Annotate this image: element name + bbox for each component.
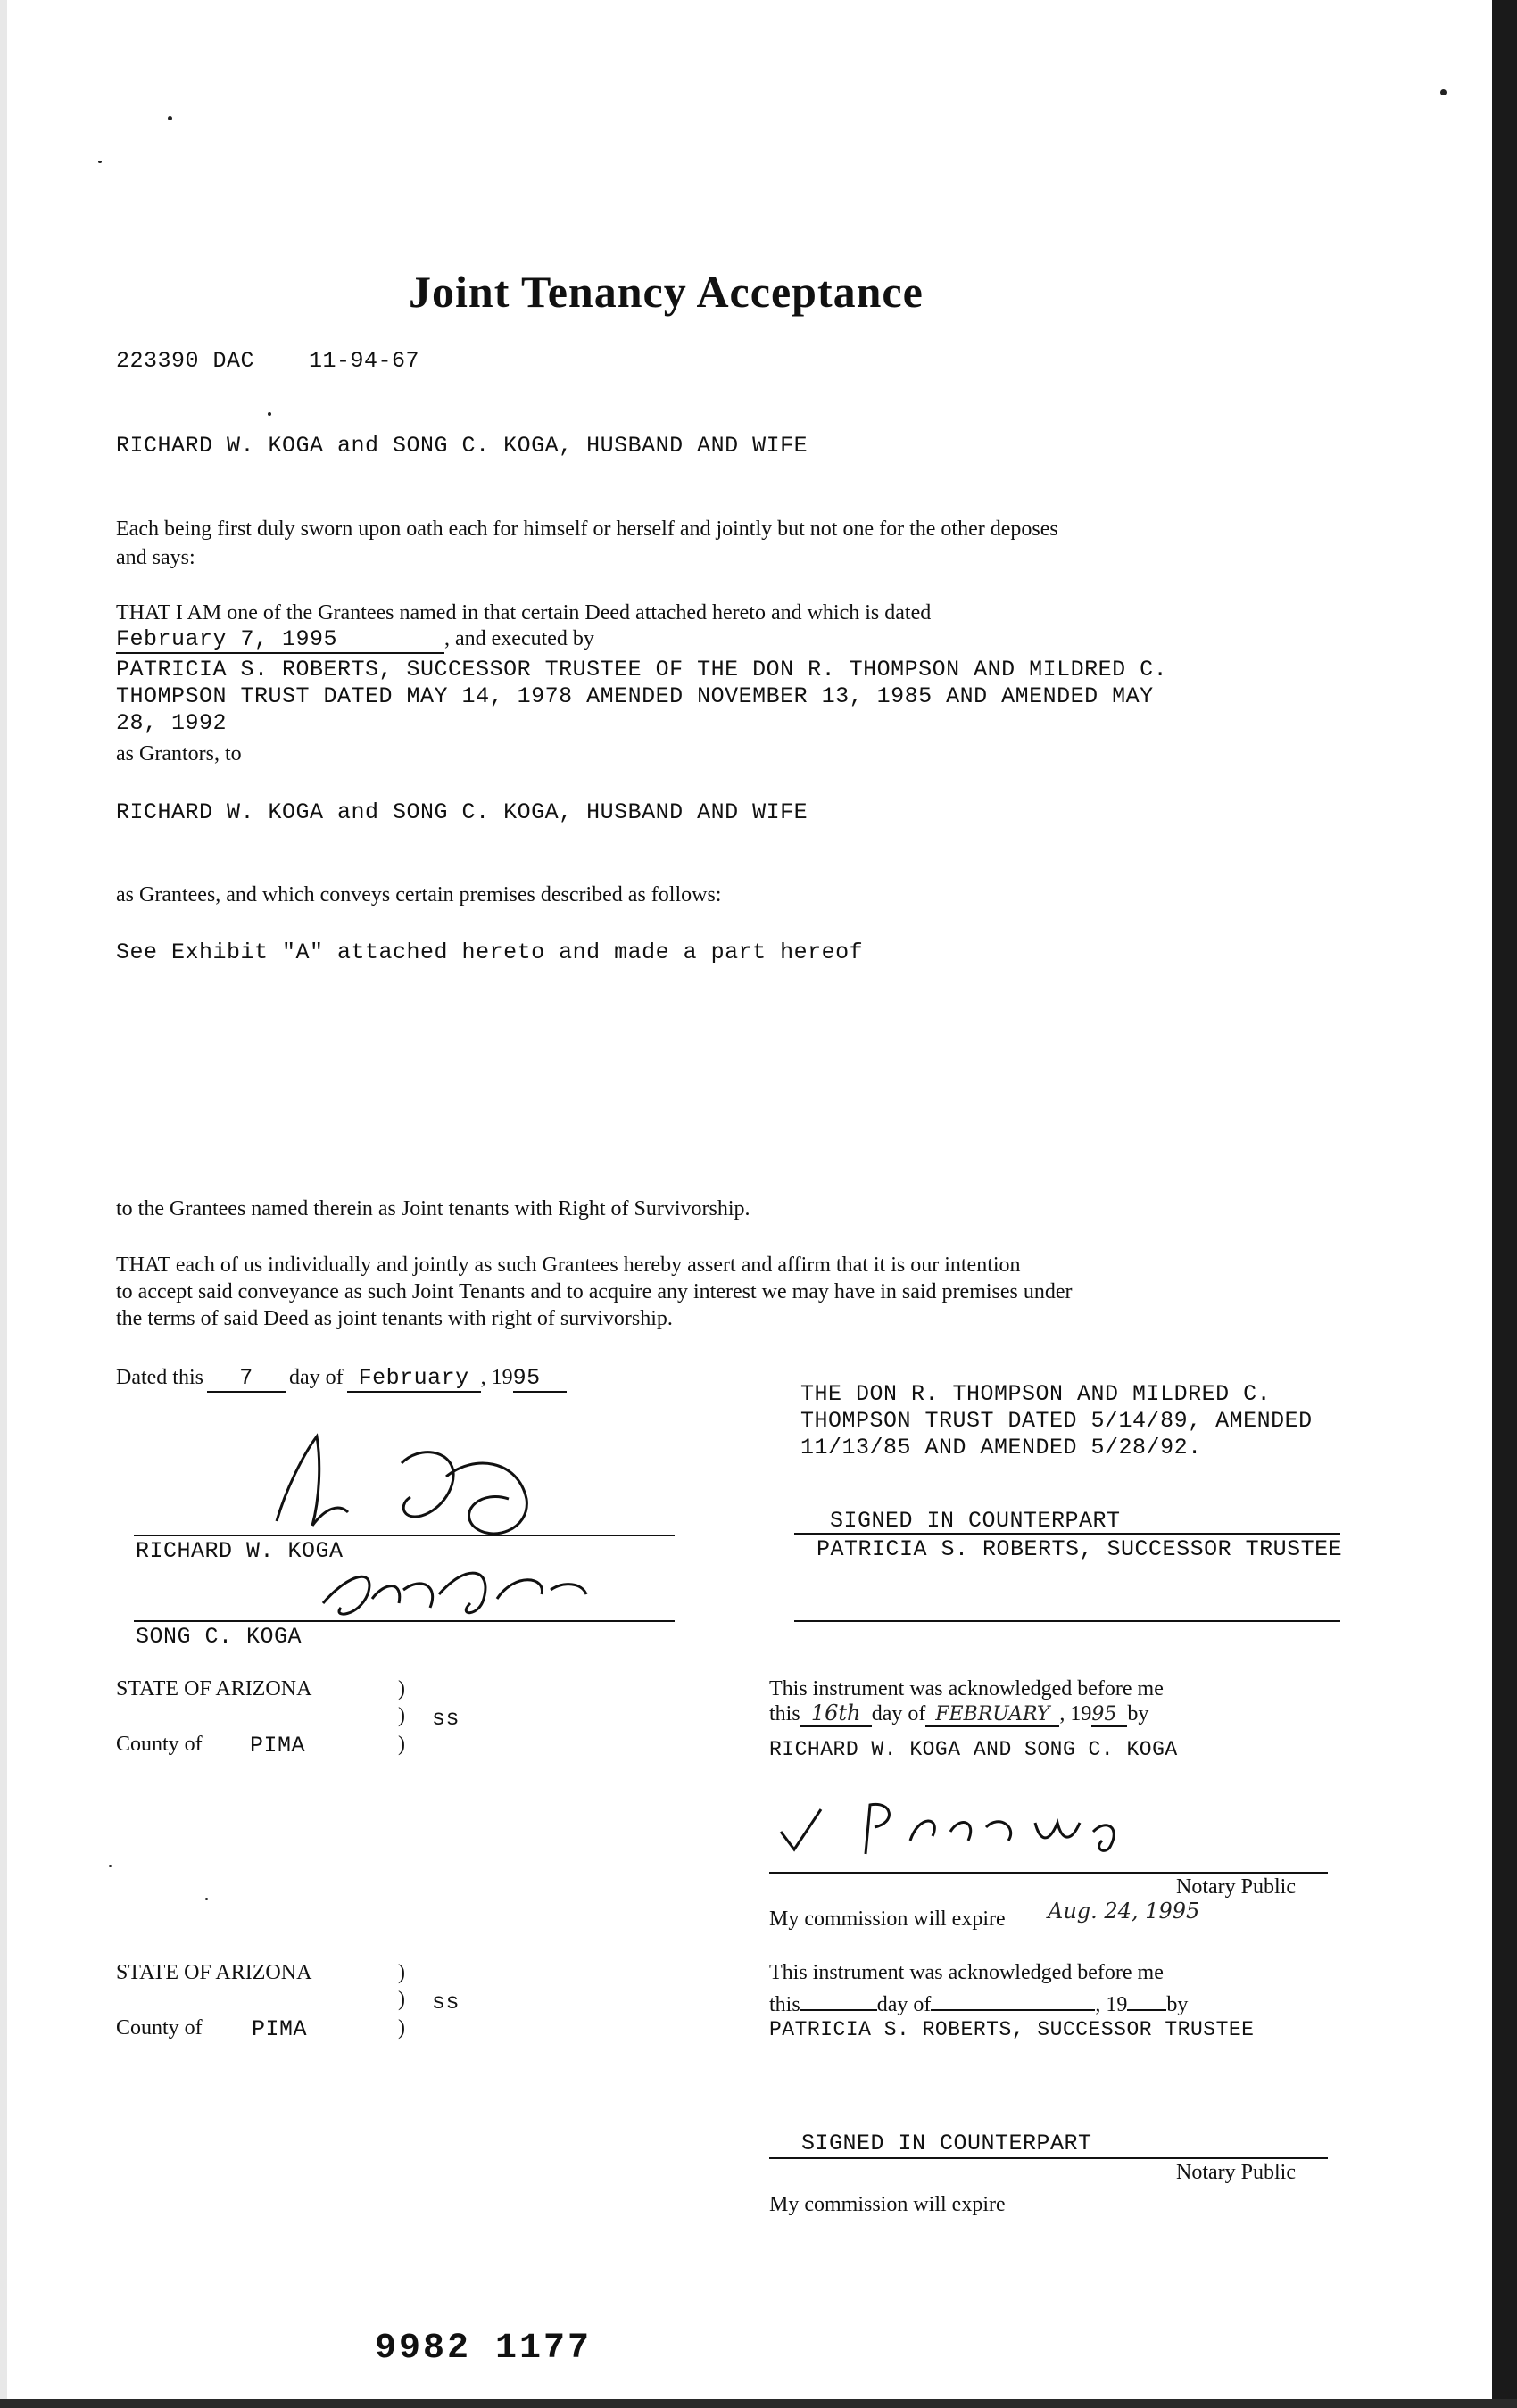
notary1-day-of: day of (871, 1702, 926, 1725)
dated-day-of: day of (288, 1366, 344, 1389)
trust-extra-signature-line (794, 1620, 1340, 1622)
notary2-year-blank (1127, 1990, 1166, 2011)
notary2-county: PIMA (252, 2016, 308, 2042)
signer-2-name: SONG C. KOGA (136, 1624, 303, 1650)
affirm-line-1: THAT each of us individually and jointly as such Grantees hereby assert and affirm that it is our intention (116, 1254, 1021, 1277)
deed-executed-by: , and executed by (444, 627, 594, 650)
doc-number: 223390 DAC (116, 348, 255, 374)
notary2-paren-2: ) (398, 1988, 405, 2011)
page-edge-left (0, 0, 7, 2408)
dated-prefix: Dated this (116, 1366, 203, 1389)
dated-year: 95 (513, 1365, 567, 1393)
notary1-month: FEBRUARY (925, 1703, 1059, 1727)
notary1-state: STATE OF ARIZONA (116, 1677, 312, 1700)
page-title: Joint Tenancy Acceptance (409, 267, 924, 317)
affirm-line-3: the terms of said Deed as joint tenants with right of survivorship. (116, 1307, 673, 1330)
scan-speck (1440, 89, 1447, 95)
dated-month: February (347, 1365, 481, 1393)
notary1-this: this (769, 1702, 800, 1725)
notary1-notary-public: Notary Public (1176, 1875, 1296, 1899)
scan-speck (268, 412, 271, 416)
trust-line-2: THOMPSON TRUST DATED 5/14/89, AMENDED (800, 1408, 1313, 1434)
notary1-signature (776, 1800, 1223, 1863)
notary1-names: RICHARD W. KOGA AND SONG C. KOGA (769, 1738, 1178, 1761)
signer-1-line (134, 1535, 675, 1536)
page-edge-bottom (0, 2399, 1517, 2408)
scan-speck (168, 116, 172, 120)
notary1-year-prefix: , 19 (1059, 1702, 1092, 1725)
notary2-day-of: day of (876, 1993, 932, 2016)
grantor-line-1: PATRICIA S. ROBERTS, SUCCESSOR TRUSTEE OF THE DON R. THOMPSON AND MILDRED C. (116, 657, 1168, 683)
dated-day: 7 (207, 1365, 286, 1393)
page-edge-right (1492, 0, 1517, 2408)
joint-tenants-statement: to the Grantees named therein as Joint tenants with Right of Survivorship. (116, 1197, 750, 1221)
notary2-state: STATE OF ARIZONA (116, 1961, 312, 1984)
notary2-signature-line (769, 2157, 1328, 2159)
notary2-ack-line: This instrument was acknowledged before me (769, 1961, 1164, 1984)
signature-richard-koga (250, 1427, 553, 1543)
notary1-commission-date: Aug. 24, 1995 (1048, 1899, 1200, 1924)
notary1-paren-3: ) (398, 1733, 405, 1756)
grantor-line-3: 28, 1992 (116, 710, 228, 736)
grantor-line-2: THOMPSON TRUST DATED MAY 14, 1978 AMENDED NOVEMBER 13, 1985 AND AMENDED MAY (116, 683, 1154, 709)
notary2-paren-3: ) (398, 2016, 405, 2040)
scan-speck (98, 161, 102, 163)
notary2-month-blank (931, 1990, 1095, 2011)
notary1-signature-line (769, 1872, 1328, 1874)
as-grantors: as Grantors, to (116, 742, 242, 765)
trust-line-1: THE DON R. THOMPSON AND MILDRED C. (800, 1381, 1272, 1407)
notary1-year: 95 (1091, 1703, 1127, 1727)
notary1-ss: ss (432, 1706, 460, 1732)
notary2-day-blank (800, 1990, 877, 2011)
notary1-ack-line: This instrument was acknowledged before me (769, 1677, 1164, 1700)
deed-intro: THAT I AM one of the Grantees named in that certain Deed attached hereto and which is dated (116, 601, 932, 625)
oath-line-2: and says: (116, 546, 195, 569)
premises-description: See Exhibit "A" attached hereto and made a part hereof (116, 939, 864, 965)
as-grantees: as Grantees, and which conveys certain premises described as follows: (116, 883, 722, 906)
scan-speck (109, 1865, 112, 1867)
notary2-county-label: County of (116, 2016, 203, 2040)
signer-2-line (134, 1620, 675, 1622)
trustee-signature-line (794, 1533, 1340, 1535)
notary2-ss: ss (432, 1990, 460, 2015)
deed-grantees: RICHARD W. KOGA and SONG C. KOGA, HUSBAND AND WIFE (116, 799, 808, 825)
trust-line-3: 11/13/85 AND AMENDED 5/28/92. (800, 1435, 1202, 1461)
notary2-this: this (769, 1993, 800, 2016)
notary2-names: PATRICIA S. ROBERTS, SUCCESSOR TRUSTEE (769, 2018, 1255, 2041)
oath-line-1: Each being first duly sworn upon oath each for himself or herself and jointly but not one for the other deposes (116, 517, 1058, 541)
notary2-signed-in-counterpart: SIGNED IN COUNTERPART (801, 2131, 1092, 2156)
notary2-year-prefix: , 19 (1095, 1993, 1128, 2016)
notary2-paren-1: ) (398, 1961, 405, 1984)
notary2-commission-label: My commission will expire (769, 2193, 1006, 2216)
notary1-paren-1: ) (398, 1677, 405, 1700)
grantees-header: RICHARD W. KOGA and SONG C. KOGA, HUSBAND AND WIFE (116, 433, 808, 459)
notary2-notary-public: Notary Public (1176, 2161, 1296, 2184)
deed-date: February 7, 1995 (116, 626, 444, 654)
footer-recording-number: 9982 1177 (375, 2329, 593, 2369)
scan-speck (205, 1898, 208, 1900)
affirm-line-2: to accept said conveyance as such Joint Tenants and to acquire any interest we may have in said premises under (116, 1280, 1073, 1303)
trust-signed-in-counterpart: SIGNED IN COUNTERPART (830, 1508, 1121, 1534)
notary1-by: by (1127, 1702, 1149, 1725)
notary2-by: by (1166, 1993, 1189, 2016)
signer-1-name: RICHARD W. KOGA (136, 1538, 344, 1564)
notary2-date-line (769, 1990, 1188, 2017)
dated-year-prefix: , 19 (480, 1366, 513, 1389)
signature-song-koga (314, 1554, 600, 1626)
notary1-county-label: County of (116, 1733, 203, 1756)
notary1-date-line (769, 1700, 1148, 1727)
trustee-name: PATRICIA S. ROBERTS, SUCCESSOR TRUSTEE (817, 1536, 1343, 1562)
notary1-day: 16th (800, 1700, 872, 1727)
notary1-county: PIMA (250, 1733, 306, 1758)
notary1-commission-label: My commission will expire (769, 1907, 1006, 1931)
doc-code: 11-94-67 (309, 348, 420, 374)
notary1-paren-2: ) (398, 1704, 405, 1727)
deed-date-line (116, 626, 594, 654)
dated-line (116, 1365, 567, 1393)
